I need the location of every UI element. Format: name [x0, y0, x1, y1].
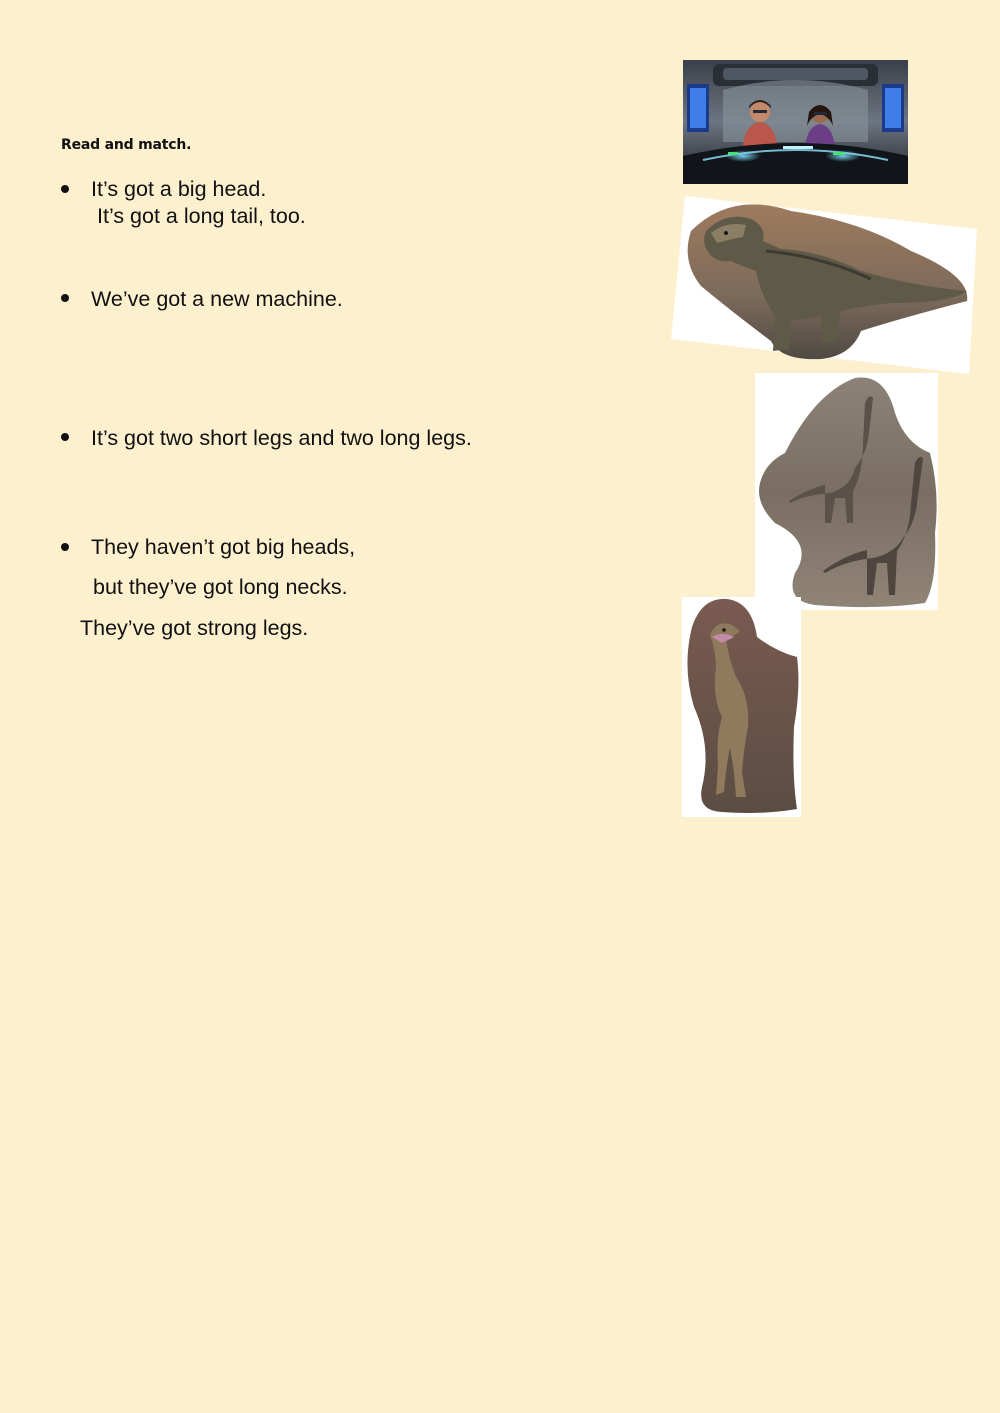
sentence-4-line-3: They’ve got strong legs.: [80, 616, 309, 640]
bullet-marker: [61, 433, 69, 441]
bullet-marker: [61, 294, 69, 302]
standing-dinosaur-picture[interactable]: [682, 597, 801, 817]
sentence-4-line-2: but they’ve got long necks.: [93, 575, 348, 599]
instruction-heading: Read and match.: [61, 137, 192, 153]
sentence-3-line-1: It’s got two short legs and two long legs.: [91, 426, 472, 450]
sentence-4-line-1: They haven’t got big heads,: [91, 535, 356, 559]
spaceship-cockpit-children-picture[interactable]: [683, 60, 908, 184]
bullet-marker: [61, 543, 69, 551]
sentence-1-line-1: It’s got a big head.: [91, 177, 267, 201]
sentence-1-line-2: It’s got a long tail, too.: [97, 204, 306, 228]
large-dinosaur-big-head-picture[interactable]: [671, 191, 980, 375]
two-long-neck-dinosaurs-picture[interactable]: [755, 373, 938, 610]
sentence-2-line-1: We’ve got a new machine.: [91, 287, 343, 311]
bullet-marker: [61, 185, 69, 193]
